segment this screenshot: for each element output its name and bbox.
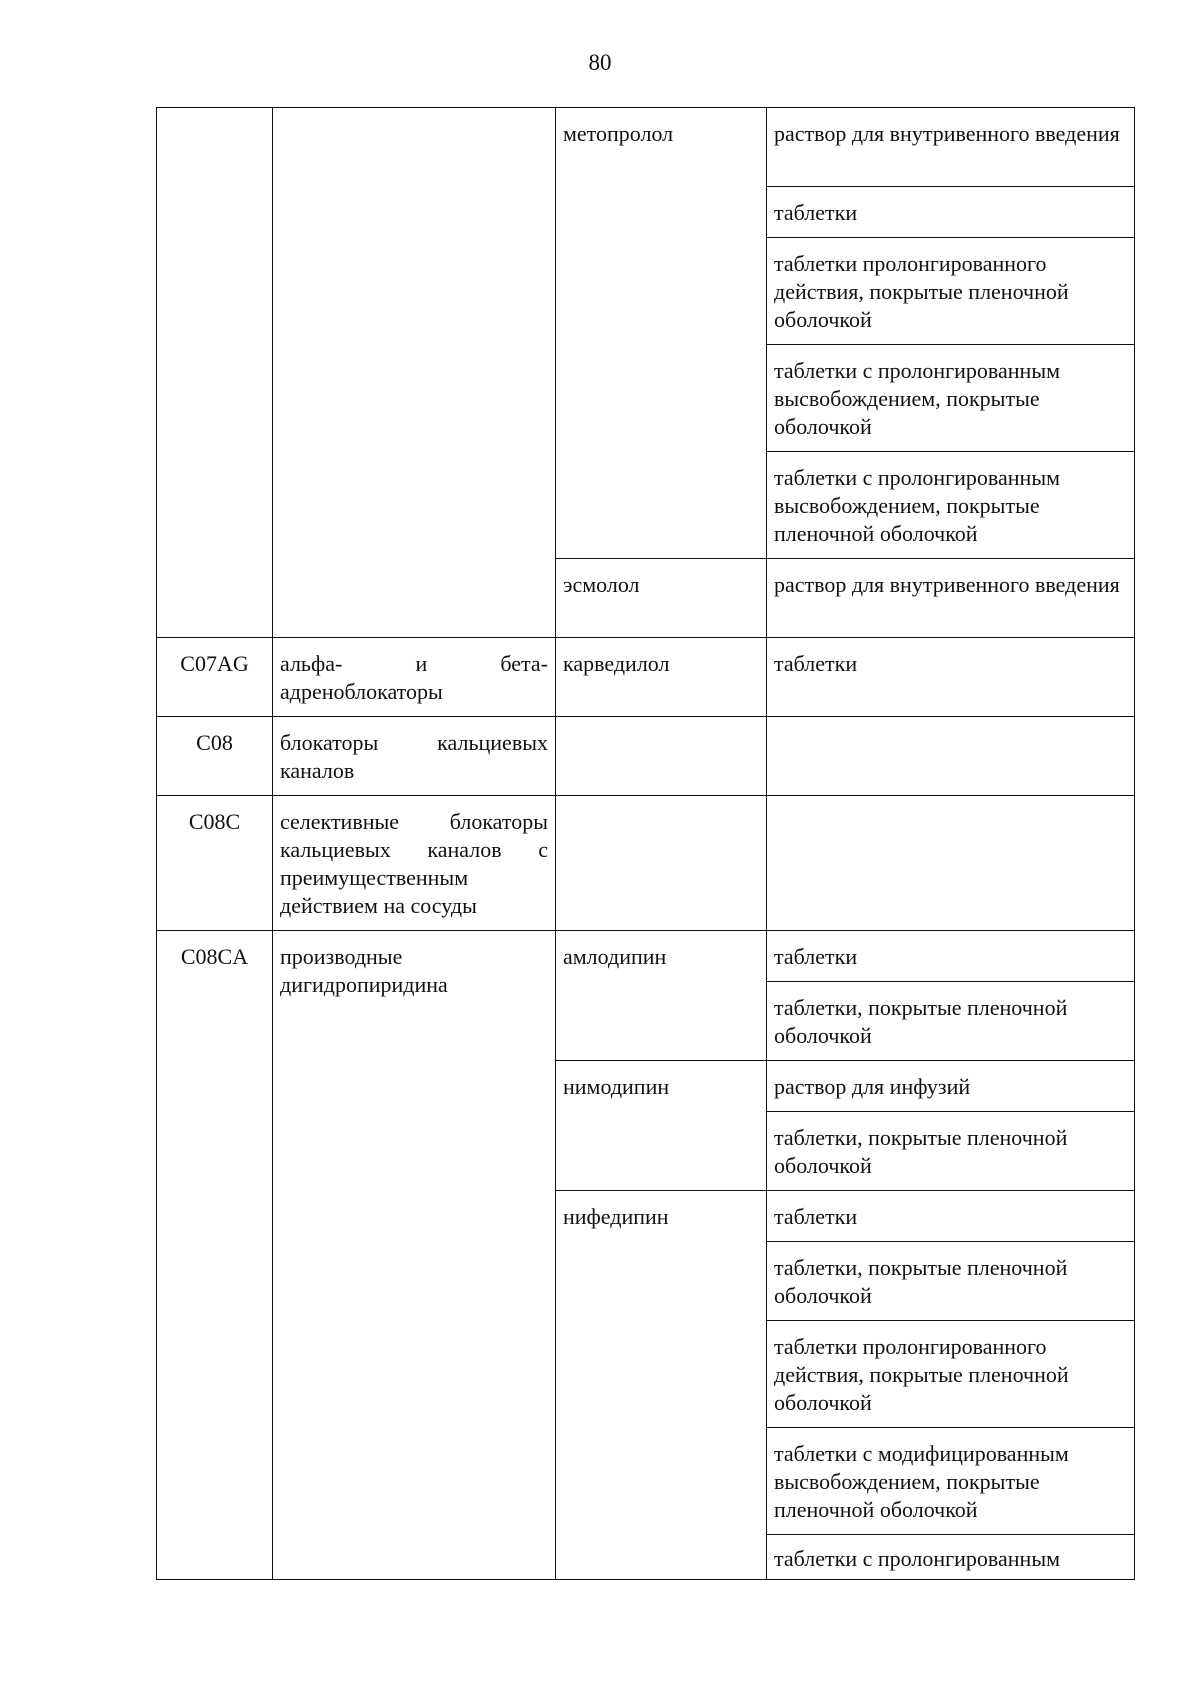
group-text-line: каналов bbox=[280, 758, 355, 783]
table-row bbox=[157, 108, 1135, 187]
atc-code-cell: C08CA bbox=[157, 931, 273, 1580]
group-cell bbox=[273, 717, 556, 796]
dosage-form-cell: таблетки с пролонгированным bbox=[767, 1535, 1135, 1580]
dosage-form-cell: раствор для внутривенного введения bbox=[767, 559, 1135, 638]
dosage-form-cell: таблетки пролонгированного действия, покрытые пленочной оболочкой bbox=[767, 238, 1135, 345]
inn-cell bbox=[556, 796, 767, 931]
dosage-form-cell bbox=[767, 717, 1135, 796]
dosage-form-cell: таблетки bbox=[767, 931, 1135, 982]
dosage-form-cell: раствор для внутривенного введения bbox=[767, 108, 1135, 187]
inn-cell bbox=[556, 717, 767, 796]
atc-code-cell: C08C bbox=[157, 796, 273, 931]
dosage-form-cell: таблетки bbox=[767, 1191, 1135, 1242]
group-text-line: действием на сосуды bbox=[280, 893, 477, 918]
group-cell: производные дигидропиридина bbox=[273, 931, 556, 1580]
dosage-form-cell: таблетки, покрытые пленочной оболочкой bbox=[767, 1242, 1135, 1321]
dosage-form-cell: таблетки с пролонгированным высвобождением, покрытые пленочной оболочкой bbox=[767, 452, 1135, 559]
drug-table bbox=[156, 107, 1135, 1580]
table-row bbox=[157, 638, 1135, 717]
dosage-form-cell: таблетки с пролонгированным высвобождением, покрытые оболочкой bbox=[767, 345, 1135, 452]
inn-cell: нимодипин bbox=[556, 1061, 767, 1191]
group-text-line: преимущественным bbox=[280, 865, 469, 890]
dosage-form-cell: таблетки с модифицированным высвобождением, покрытые пленочной оболочкой bbox=[767, 1428, 1135, 1535]
page-number: 80 bbox=[588, 50, 612, 75]
dosage-form-cell: таблетки bbox=[767, 187, 1135, 238]
dosage-form-cell: таблетки пролонгированного действия, покрытые пленочной оболочкой bbox=[767, 1321, 1135, 1428]
table-row bbox=[157, 931, 1135, 982]
atc-code-cell: C07AG bbox=[157, 638, 273, 717]
group-text-line: альфа- и бета- bbox=[280, 651, 548, 676]
table-row bbox=[157, 717, 1135, 796]
atc-code-cell: C08 bbox=[157, 717, 273, 796]
group-text-line: селективные блокаторы bbox=[280, 809, 548, 834]
group-cell bbox=[273, 108, 556, 638]
inn-cell: амлодипин bbox=[556, 931, 767, 1061]
group-text-line: адреноблокаторы bbox=[280, 679, 443, 704]
group-text-line: блокаторы кальциевых bbox=[280, 730, 548, 755]
dosage-form-cell: раствор для инфузий bbox=[767, 1061, 1135, 1112]
inn-cell: нифедипин bbox=[556, 1191, 767, 1580]
table-row bbox=[157, 796, 1135, 931]
group-cell bbox=[273, 796, 556, 931]
dosage-form-cell: таблетки bbox=[767, 638, 1135, 717]
group-text-line: кальциевых каналов с bbox=[280, 837, 548, 862]
dosage-form-cell: таблетки, покрытые пленочной оболочкой bbox=[767, 1112, 1135, 1191]
atc-code-cell bbox=[157, 108, 273, 638]
dosage-form-cell bbox=[767, 796, 1135, 931]
dosage-form-cell: таблетки, покрытые пленочной оболочкой bbox=[767, 982, 1135, 1061]
inn-cell: эсмолол bbox=[556, 559, 767, 638]
inn-cell: метопролол bbox=[556, 108, 767, 559]
group-cell bbox=[273, 638, 556, 717]
inn-cell: карведилол bbox=[556, 638, 767, 717]
